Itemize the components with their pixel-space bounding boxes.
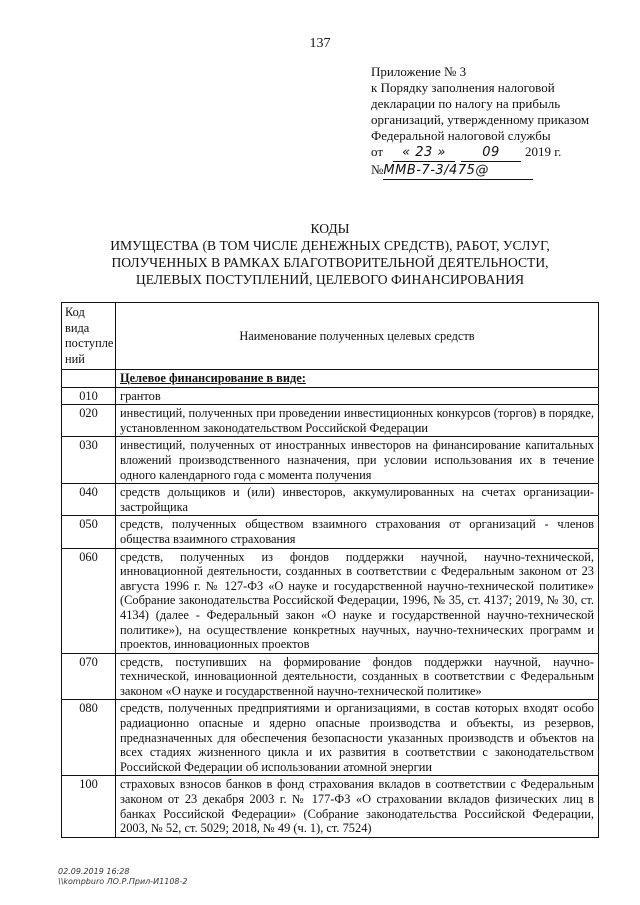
appendix-header <box>371 64 611 180</box>
row-code: 020 <box>62 405 116 437</box>
order-date <box>371 144 611 162</box>
row-code: 010 <box>62 387 116 405</box>
print-date: 02.09.2019 16:28 <box>58 867 130 876</box>
table-row <box>62 405 599 437</box>
row-description: средств, полученных из фондов поддержки научной, научно-технической, инновационной деятельности, созданных в соответствии с Федеральным законом от 23 августа 1996 г. № 127-ФЗ «О науке и государственной научно-технической политике» (Собрание законодательства Российской Федерации, 1996, № 35, ст. 4137; 2019, № 30, ст. 4134) (далее - Федеральный закон «О науке и государственной научно-технической политике»), на осуществление конкретных научных, научно-технических программ и проектов, инновационных проектов <box>116 548 599 653</box>
number-prefix: № <box>371 162 384 177</box>
table-row <box>62 437 599 484</box>
table-row <box>62 484 599 516</box>
order-year: 2019 г. <box>525 144 562 159</box>
row-code: 050 <box>62 516 116 548</box>
codes-table <box>61 302 599 838</box>
row-code: 040 <box>62 484 116 516</box>
header-code: Код вида поступле ний <box>62 303 116 370</box>
table-row <box>62 700 599 776</box>
table-header-row <box>62 303 599 370</box>
page-number: 137 <box>309 36 331 51</box>
row-code: 030 <box>62 437 116 484</box>
row-description: инвестиций, полученных при проведении инвестиционных конкурсов (торгов) в порядке, установленном законодательством Российской Федерации <box>116 405 599 437</box>
row-description: средств, полученных обществом взаимного страхования от организаций - членов общества взаимного страхования <box>116 516 599 548</box>
appendix-line-3: декларации по налогу на прибыль <box>371 96 561 111</box>
appendix-line-1: Приложение № 3 <box>371 64 467 79</box>
row-code: 070 <box>62 653 116 700</box>
title-line-4: ЦЕЛЕВЫХ ПОСТУПЛЕНИЙ, ЦЕЛЕВОГО ФИНАНСИРОВАНИЯ <box>135 272 525 287</box>
row-code: 100 <box>62 776 116 837</box>
section-title: Целевое финансирование в виде: <box>116 370 599 388</box>
section-row <box>62 370 599 388</box>
table-row <box>62 548 599 653</box>
section-code-cell <box>62 370 116 388</box>
row-description: грантов <box>116 387 599 405</box>
title-line-3: ПОЛУЧЕННЫХ В РАМКАХ БЛАГОТВОРИТЕЛЬНОЙ ДЕЯТЕЛЬНОСТИ, <box>111 255 549 270</box>
title-line-2: ИМУЩЕСТВА (В ТОМ ЧИСЛЕ ДЕНЕЖНЫХ СРЕДСТВ), РАБОТ, УСЛУГ, <box>110 238 550 253</box>
table-row <box>62 653 599 700</box>
title-line-1: КОДЫ <box>310 221 350 236</box>
document-title <box>80 220 580 288</box>
row-code: 060 <box>62 548 116 653</box>
row-code: 080 <box>62 700 116 776</box>
order-number <box>371 162 611 180</box>
print-path: \\kompburo ЛО.Р.Прил-И1108-2 <box>58 877 188 886</box>
table-row <box>62 516 599 548</box>
row-description: инвестиций, полученных от иностранных инвесторов на финансирование капитальных вложений производственного назначения, при условии использования их в течение одного календарного года с момента получения <box>116 437 599 484</box>
table-row <box>62 387 599 405</box>
row-description: средств, полученных предприятиями и организациями, в состав которых входят особо радиационно опасные и ядерно опасные производства и объекты, из резервов, предназначенных для обеспечения безопасности указанных производств и объектов на всех стадиях жизненного цикла и их развития в соответствии с законодательством Российской Федерации об использовании атомной энергии <box>116 700 599 776</box>
row-description: страховых взносов банков в фонд страхования вкладов в соответствии с Федеральным законом от 23 декабря 2003 г. № 177-ФЗ «О страховании вкладов физических лиц в банках Российской Федерации» (Собрание законодательства Российской Федерации, 2003, № 52, ст. 5029; 2018, № 49 (ч. 1), ст. 7524) <box>116 776 599 837</box>
order-day: « 23 » <box>393 145 455 162</box>
row-description: средств дольщиков и (или) инвесторов, аккумулированных на счетах организации-застройщика <box>116 484 599 516</box>
appendix-line-4: организаций, утвержденному приказом <box>371 112 590 127</box>
table-row <box>62 776 599 837</box>
header-name: Наименование полученных целевых средств <box>116 303 599 370</box>
appendix-line-5: Федеральной налоговой службы <box>371 128 551 143</box>
row-description: средств, поступивших на формирование фондов поддержки научной, научно-технической, инновационной деятельности, созданных в соответствии с Федеральным законом «О науке и государственной научно-технической политике» <box>116 653 599 700</box>
order-number-value: ММВ-7-3/475@ <box>383 163 533 180</box>
appendix-line-2: к Порядку заполнения налоговой <box>371 80 555 95</box>
order-month: 09 <box>461 145 521 162</box>
date-prefix: от <box>371 144 384 159</box>
print-stamp <box>58 867 188 887</box>
